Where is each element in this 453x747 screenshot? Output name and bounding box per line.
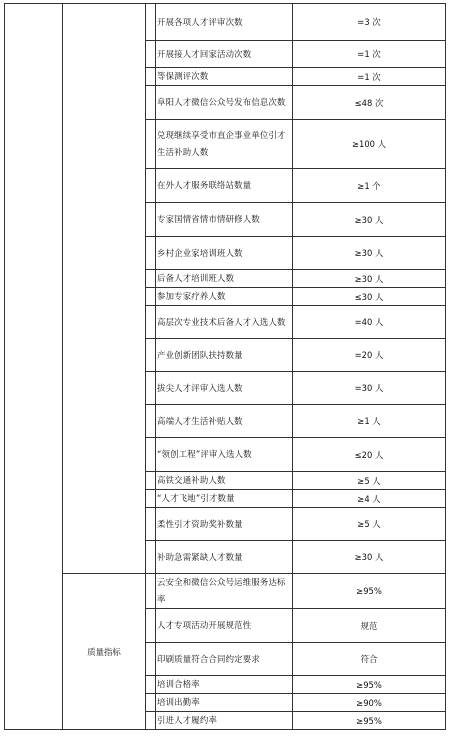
indicator-name: 产业创新团队扶持数量 bbox=[156, 339, 293, 372]
spacer-cell bbox=[146, 541, 156, 574]
indicator-name: 专家国情省情市情研修人数 bbox=[156, 203, 293, 237]
spacer-cell bbox=[146, 86, 156, 120]
spacer-cell bbox=[146, 508, 156, 541]
indicator-target: =3 次 bbox=[293, 4, 446, 41]
indicator-target: ≤20 人 bbox=[293, 438, 446, 472]
indicator-target: ≥30 人 bbox=[293, 270, 446, 288]
spacer-cell bbox=[146, 4, 156, 41]
indicator-name: 柔性引才资助奖补数量 bbox=[156, 508, 293, 541]
indicator-name: 开展各项人才评审次数 bbox=[156, 4, 293, 41]
indicator-target: ≥1 人 bbox=[293, 405, 446, 438]
spacer-cell bbox=[146, 438, 156, 472]
indicator-name: 开展接人才回家活动次数 bbox=[156, 41, 293, 68]
indicator-target: ≥90% bbox=[293, 694, 446, 712]
spacer-cell bbox=[146, 372, 156, 405]
performance-indicator-table bbox=[4, 3, 446, 730]
indicator-target: ≥100 人 bbox=[293, 120, 446, 169]
spacer-cell bbox=[146, 270, 156, 288]
spacer-cell bbox=[146, 68, 156, 86]
indicator-name: 乡村企业家培训班人数 bbox=[156, 237, 293, 270]
indicator-name: 后备人才培训班人数 bbox=[156, 270, 293, 288]
indicator-target: =1 次 bbox=[293, 41, 446, 68]
quality-group-label: 质量指标 bbox=[63, 574, 146, 730]
table-body bbox=[5, 4, 446, 730]
indicator-name: 阜阳人才微信公众号发布信息次数 bbox=[156, 86, 293, 120]
spacer-cell bbox=[146, 609, 156, 643]
indicator-target: ≥4 人 bbox=[293, 490, 446, 508]
spacer-cell bbox=[146, 169, 156, 203]
indicator-name: 印刷质量符合合同约定要求 bbox=[156, 643, 293, 676]
table-row bbox=[5, 4, 446, 41]
indicator-name: 等保测评次数 bbox=[156, 68, 293, 86]
indicator-name: 人才专项活动开展规范性 bbox=[156, 609, 293, 643]
spacer-cell bbox=[146, 405, 156, 438]
spacer-cell bbox=[146, 694, 156, 712]
spacer-cell bbox=[146, 288, 156, 306]
spacer-cell bbox=[146, 574, 156, 609]
indicator-target: ≥95% bbox=[293, 712, 446, 730]
spacer-cell bbox=[146, 237, 156, 270]
indicator-name: “领创工程”评审入选人数 bbox=[156, 438, 293, 472]
table-row bbox=[5, 574, 446, 609]
indicator-target: 符合 bbox=[293, 643, 446, 676]
indicator-target: ≥1 个 bbox=[293, 169, 446, 203]
indicator-name: 云安全和微信公众号运维服务达标率 bbox=[156, 574, 293, 609]
spacer-cell bbox=[146, 41, 156, 68]
indicator-name: 高铁交通补助人数 bbox=[156, 472, 293, 490]
indicator-target: =40 人 bbox=[293, 306, 446, 339]
indicator-name: 引进人才履约率 bbox=[156, 712, 293, 730]
category-level2-cell bbox=[63, 4, 146, 574]
indicator-target: 规范 bbox=[293, 609, 446, 643]
indicator-name: 培训出勤率 bbox=[156, 694, 293, 712]
indicator-target: =20 人 bbox=[293, 339, 446, 372]
spacer-cell bbox=[146, 339, 156, 372]
indicator-target: =1 次 bbox=[293, 68, 446, 86]
indicator-name: 兑现继续享受市直企事业单位引才生活补助人数 bbox=[156, 120, 293, 169]
indicator-target: ≥30 人 bbox=[293, 203, 446, 237]
indicator-name: 拔尖人才评审入选人数 bbox=[156, 372, 293, 405]
indicator-name: 在外人才服务联络站数量 bbox=[156, 169, 293, 203]
indicator-target: ≥5 人 bbox=[293, 508, 446, 541]
indicator-target: ≤30 人 bbox=[293, 288, 446, 306]
indicator-target: ≥95% bbox=[293, 574, 446, 609]
spacer-cell bbox=[146, 203, 156, 237]
indicator-name: “人才飞地”引才数量 bbox=[156, 490, 293, 508]
indicator-target: ≥30 人 bbox=[293, 237, 446, 270]
spacer-cell bbox=[146, 120, 156, 169]
indicator-name: 参加专家疗养人数 bbox=[156, 288, 293, 306]
indicator-target: ≥95% bbox=[293, 676, 446, 694]
spacer-cell bbox=[146, 643, 156, 676]
indicator-name: 高端人才生活补贴人数 bbox=[156, 405, 293, 438]
indicator-target: ≥30 人 bbox=[293, 541, 446, 574]
indicator-name: 补助急需紧缺人才数量 bbox=[156, 541, 293, 574]
indicator-target: =30 人 bbox=[293, 372, 446, 405]
spacer-cell bbox=[146, 676, 156, 694]
spacer-cell bbox=[146, 306, 156, 339]
spacer-cell bbox=[146, 472, 156, 490]
indicator-target: ≤48 次 bbox=[293, 86, 446, 120]
spacer-cell bbox=[146, 712, 156, 730]
spacer-cell bbox=[146, 490, 156, 508]
indicator-name: 培训合格率 bbox=[156, 676, 293, 694]
indicator-target: ≥5 人 bbox=[293, 472, 446, 490]
category-level1-cell bbox=[5, 4, 63, 730]
indicator-name: 高层次专业技术后备人才入选人数 bbox=[156, 306, 293, 339]
